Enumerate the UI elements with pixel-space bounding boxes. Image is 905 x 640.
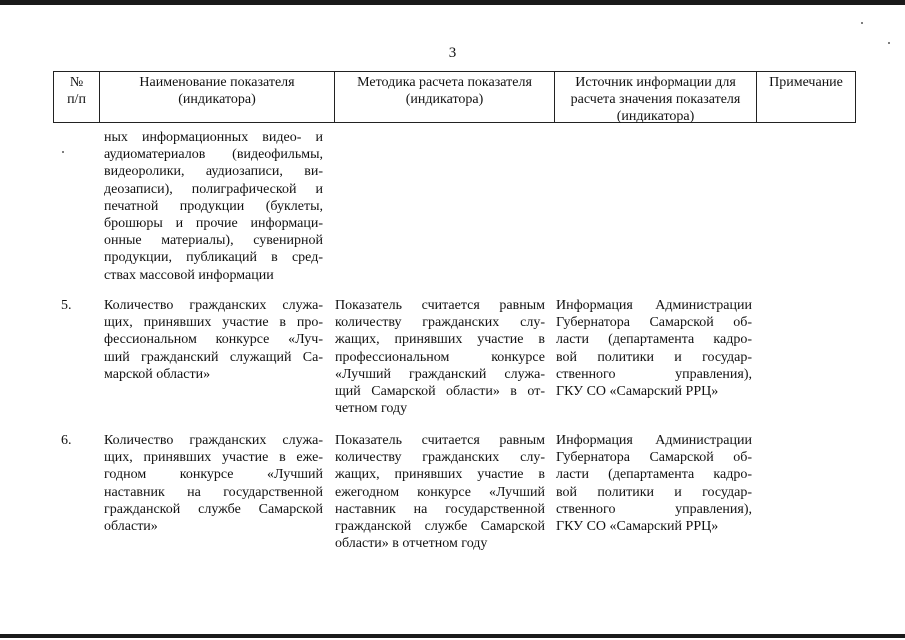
row-number: 5.: [61, 298, 72, 313]
table-header: [53, 71, 856, 125]
header-cell-note: [756, 71, 856, 123]
cell-text-line: жащих, принявших участие в: [335, 332, 545, 348]
cell-text-line: наставник на государственной: [104, 484, 323, 500]
header-text: п/п: [67, 92, 86, 107]
row-number: 6.: [61, 433, 72, 448]
cell-text-line: области» в отчетном году: [335, 536, 488, 552]
header-text: расчета значения показателя: [570, 92, 741, 107]
header-cell-method: [334, 71, 554, 123]
row-name-cell: [104, 297, 323, 383]
page-number: 3: [448, 45, 457, 61]
header-text: (индикатора): [178, 92, 256, 107]
cell-text-line: марской области»: [104, 366, 211, 382]
cell-text-line: видеоролики, аудиозаписи, ви-: [104, 164, 323, 180]
cell-text-line: количеству гражданских слу-: [335, 315, 545, 331]
cell-text-line: печатной продукции (буклеты,: [104, 198, 323, 214]
header-cell-number: [53, 71, 99, 123]
cell-text-line: количеству гражданских слу-: [335, 450, 545, 466]
scan-bottom-border: [0, 634, 905, 638]
cell-text-line: Показатель считается равным: [335, 298, 545, 313]
header-text: (индикатора): [405, 92, 484, 107]
cell-text-line: деозаписи), полиграфической и: [104, 181, 323, 197]
header-text: Примечание: [769, 75, 843, 90]
row-name-cell: [104, 432, 323, 535]
scan-speck: [861, 22, 863, 24]
cell-text-line: ежегодном конкурсе «Лучший: [335, 484, 545, 500]
cell-text-line: области»: [104, 519, 158, 535]
cell-text-line: наставник на государственной: [335, 501, 545, 517]
cell-text-line: жащих, принявших участие в: [335, 467, 545, 483]
header-cell-name: [99, 71, 334, 123]
cell-text-line: Количество гражданских служа-: [104, 298, 323, 313]
cell-text-line: продукции, публикаций в сред-: [104, 250, 323, 266]
cell-text-line: профессиональном конкурсе: [335, 349, 545, 365]
cell-text-line: фессиональном конкурсе «Луч-: [104, 332, 323, 348]
cell-text-line: ГКУ СО «Самарский РРЦ»: [556, 519, 719, 535]
header-text: (индикатора): [616, 109, 695, 124]
row-source-cell: [556, 432, 752, 535]
continuation-name-cell: [104, 129, 323, 284]
cell-text-line: годном конкурсе «Лучший: [104, 467, 323, 483]
cell-text-line: гражданской службе Самарской: [335, 519, 545, 535]
cell-text-line: щих, принявших участие в еже-: [104, 450, 323, 466]
cell-text-line: четном году: [335, 401, 408, 417]
cell-text-line: Губернатора Самарской об-: [556, 450, 752, 466]
cell-text-line: Показатель считается равным: [335, 433, 545, 448]
cell-text-line: ласти (департамента кадро-: [556, 332, 752, 348]
row-source-cell: [556, 297, 752, 400]
cell-text-line: ных информационных видео- и: [104, 130, 323, 145]
cell-text-line: аудиоматериалов (видеофильмы,: [104, 147, 323, 163]
cell-text-line: вой политики и государ-: [556, 349, 752, 365]
cell-text-line: ствах массовой информации: [104, 267, 274, 283]
cell-text-line: Информация Администрации: [556, 298, 752, 313]
cell-text-line: ГКУ СО «Самарский РРЦ»: [556, 384, 719, 400]
header-text: Источник информации для: [575, 75, 736, 90]
scan-speck: [888, 42, 890, 44]
cell-text-line: «Лучший гражданский служа-: [335, 366, 545, 382]
cell-text-line: брошюры и прочие информаци-: [104, 216, 323, 232]
cell-text-line: Информация Администрации: [556, 433, 752, 448]
scan-top-border: [0, 0, 905, 5]
header-cell-source: [554, 71, 756, 123]
cell-text-line: онные материалы), сувенирной: [104, 233, 323, 249]
cell-text-line: ственного управления),: [556, 366, 752, 382]
cell-text-line: щих, принявших участие в про-: [104, 315, 323, 331]
cell-text-line: щий Самарской области» в от-: [335, 384, 545, 400]
header-text: №: [69, 75, 84, 90]
header-text: Методика расчета показателя: [357, 75, 532, 90]
header-text: Наименование показателя: [139, 75, 295, 90]
cell-text-line: ший гражданский служащий Са-: [104, 349, 323, 365]
cell-text-line: гражданской службе Самарской: [104, 501, 323, 517]
row-method-cell: [335, 297, 545, 417]
cell-text-line: ласти (департамента кадро-: [556, 467, 752, 483]
cell-text-line: Количество гражданских служа-: [104, 433, 323, 448]
cell-text-line: ственного управления),: [556, 501, 752, 517]
cell-text-line: Губернатора Самарской об-: [556, 315, 752, 331]
cell-text-line: вой политики и государ-: [556, 484, 752, 500]
scan-speck: [62, 151, 64, 153]
row-method-cell: [335, 432, 545, 552]
